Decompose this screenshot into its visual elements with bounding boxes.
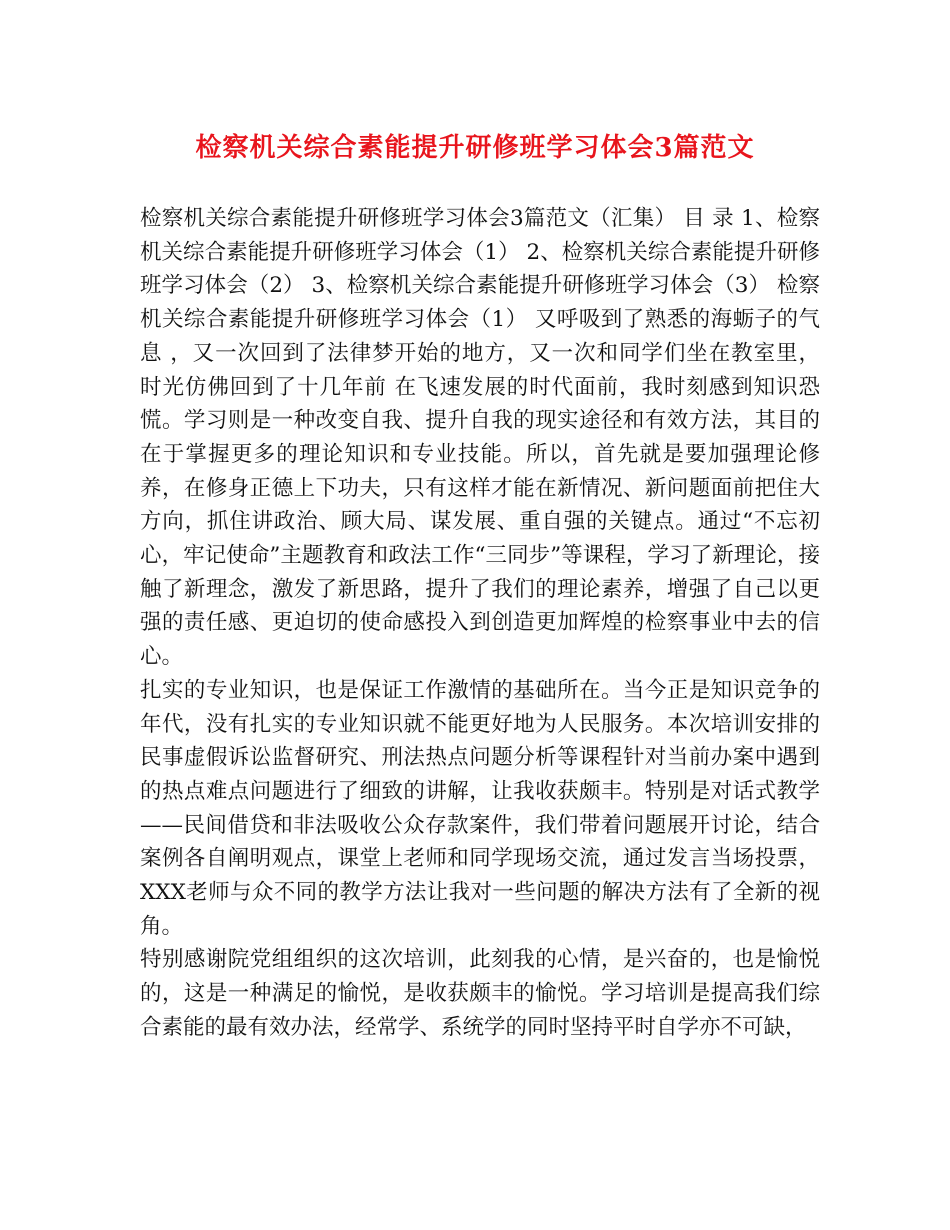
document-title: 检察机关综合素能提升研修班学习体会3篇范文	[195, 133, 755, 163]
body-paragraph-3: 特别感谢院党组组织的这次培训，此刻我的心情，是兴奋的，也是愉悦的，这是一种满足的愉悦，是收获颇丰的愉悦。学习培训是提高我们综合素能的最有效办法，经常学、系统学的同时坚持平时自学亦不可缺，	[140, 947, 820, 1040]
document-body	[140, 202, 820, 1045]
body-paragraph-1: 检察机关综合素能提升研修班学习体会3篇范文（汇集） 目 录 1、检察机关综合素能提升研修班学习体会（1） 2、检察机关综合素能提升研修班学习体会（2） 3、检察机关综合素能提升研修班学习体会（3） 检察机关综合素能提升研修班学习体会（1） 又呼吸到了熟悉的海蛎子的气息 ，又一次回到了法律梦开始的地方，又一次和同学们坐在教室里， 时光仿佛回到了十几年前 在飞速发展的时代面前，我时刻感到知识恐慌。学习则是一种改变自我、提升自我的现实途径和有效方法，其目的在于掌握更多的理论知识和专业技能。所以，首先就是要加强理论修养，在修身正德上下功夫，只有这样才能在新情况、新问题面前把住大方向，抓住讲政治、顾大局、谋发展、重自强的关键点。通过“不忘初心，牢记使命”主题教育和政法工作“三同步”等课程，学习了新理论，接触了新理念，激发了新思路，提升了我们的理论素养，增强了自己以更强的责任感、更迫切的使命感投入到创造更加辉煌的检察事业中去的信心。	[140, 206, 820, 670]
body-paragraph-2: 扎实的专业知识，也是保证工作激情的基础所在。当今正是知识竞争的年代，没有扎实的专业知识就不能更好地为人民服务。本次培训安排的民事虚假诉讼监督研究、刑法热点问题分析等课程针对当前办案中遇到的热点难点问题进行了细致的讲解，让我收获颇丰。特别是对话式教学——民间借贷和非法吸收公众存款案件，我们带着问题展开讨论，结合案例各自阐明观点，课堂上老师和同学现场交流，通过发言当场投票，XXX老师与众不同的教学方法让我对一些问题的解决方法有了全新的视角。	[140, 677, 820, 939]
